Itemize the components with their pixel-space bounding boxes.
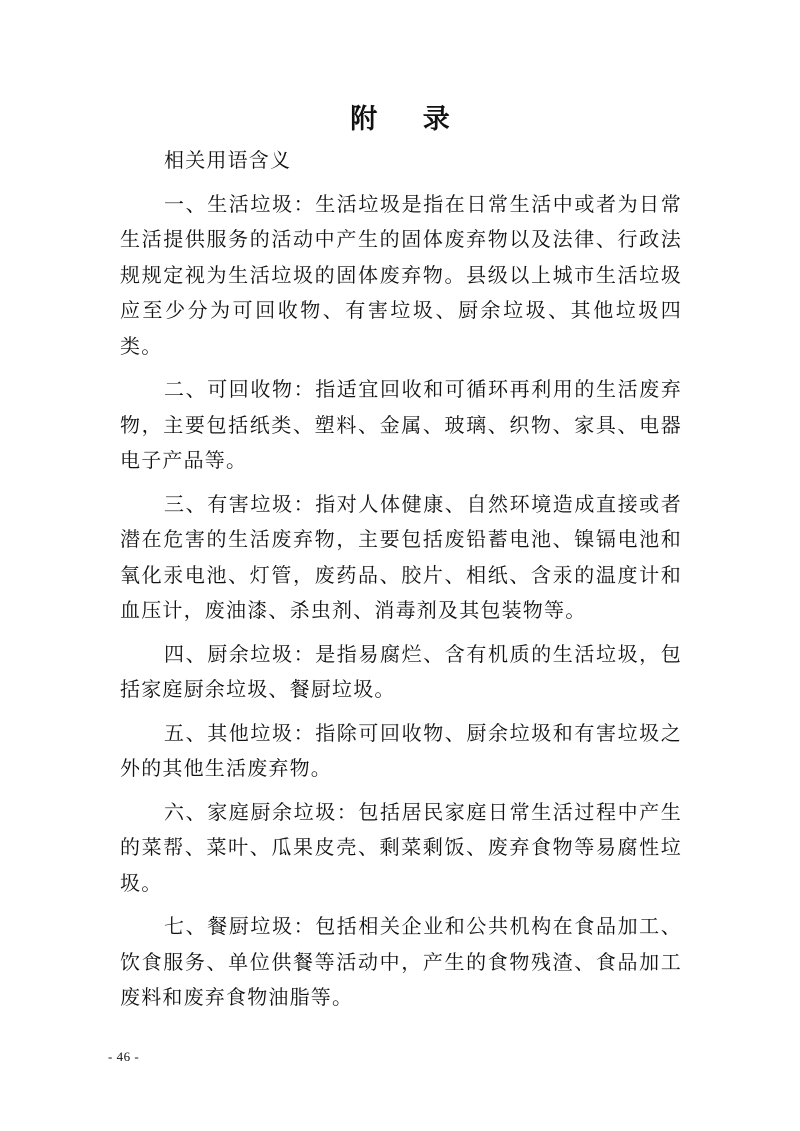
- definition-paragraph-7: 七、餐厨垃圾：包括相关企业和公共机构在食品加工、饮食服务、单位供餐等活动中，产生的食物残渣、食品加工废料和废弃食物油脂等。: [120, 914, 682, 1009]
- page-title: 附 录: [350, 104, 468, 135]
- definition-paragraph-4: 四、厨余垃圾：是指易腐烂、含有机质的生活垃圾，包括家庭厨余垃圾、餐厨垃圾。: [120, 641, 682, 701]
- definition-paragraph-2: 二、可回收物：指适宜回收和可循环再利用的生活废弃物，主要包括纸类、塑料、金属、玻璃、织物、家具、电器电子产品等。: [120, 377, 682, 472]
- definition-paragraph-6: 六、家庭厨余垃圾：包括居民家庭日常生活过程中产生的菜帮、菜叶、瓜果皮壳、剩菜剩饭、废弃食物等易腐性垃圾。: [120, 799, 682, 895]
- definition-paragraph-5: 五、其他垃圾：指除可回收物、厨余垃圾和有害垃圾之外的其他生活废弃物。: [120, 720, 682, 780]
- document-body: [120, 143, 682, 1024]
- section-subheading: 相关用语含义: [164, 148, 292, 172]
- definition-paragraph-1: 一、生活垃圾：生活垃圾是指在日常生活中或者为日常生活提供服务的活动中产生的固体废弃物以及法律、行政法规规定视为生活垃圾的固体废弃物。县级以上城市生活垃圾应至少分为可回收物、有害垃圾、厨余垃圾、其他垃圾四类。: [120, 191, 682, 358]
- definition-paragraph-3: 三、有害垃圾：指对人体健康、自然环境造成直接或者潜在危害的生活废弃物，主要包括废铅蓄电池、镍镉电池和氧化汞电池、灯管，废药品、胶片、相纸、含汞的温度计和血压计，废油漆、杀虫剂、消毒剂及其包装物等。: [120, 491, 682, 622]
- page-number: - 46 -: [108, 1049, 140, 1064]
